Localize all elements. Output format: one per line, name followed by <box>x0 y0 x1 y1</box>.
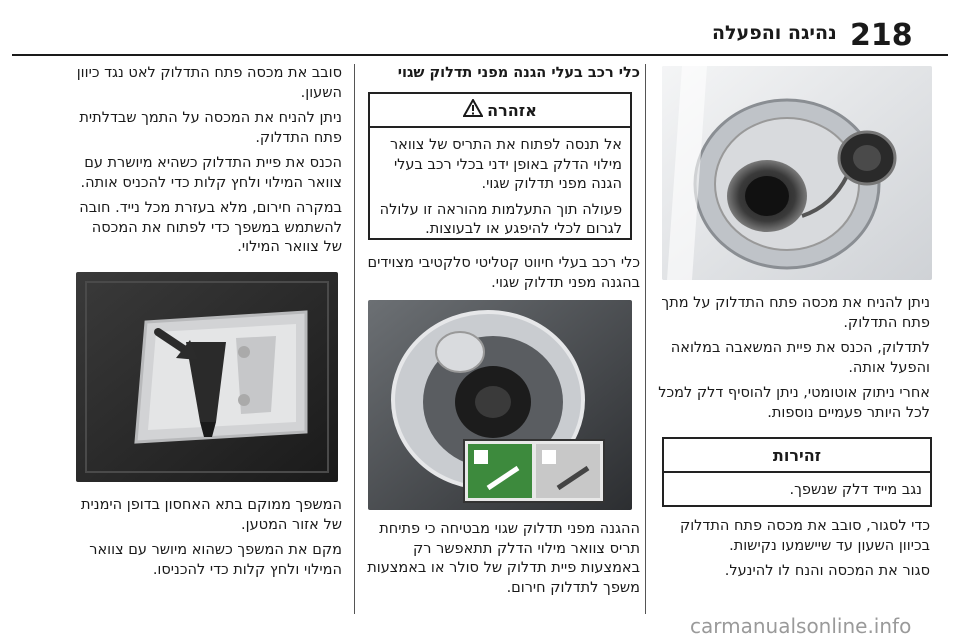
warning-box-body <box>370 128 630 254</box>
page-header <box>0 0 960 56</box>
middle-column-below-image <box>365 520 640 604</box>
page-number: 218 <box>850 18 913 53</box>
paragraph: כלי רכב בעלי חיווט קטליטי סלקטיבי מצוידים בהגנה מפני תדלוק שגוי. <box>367 255 640 291</box>
misfuel-inhibitor-illustration <box>368 300 632 510</box>
column-divider-right <box>645 64 646 614</box>
paragraph: פעולה תוך התעלמות מהוראה זו עלולה לגרום לכלי להיפגע או לבעוצות. <box>379 201 622 237</box>
warning-triangle-icon <box>463 99 483 121</box>
column-divider-left <box>354 64 355 614</box>
paragraph: ניתן להניח את מכסה פתח התדלוק על מתך פתח התדלוק. <box>661 295 930 331</box>
header-rule <box>12 54 948 56</box>
fuel-cap-illustration <box>662 66 932 280</box>
paragraph: כדי לסגור, סובב את מכסה פתח התדלוק בכיוון השעון עד שיישמעו נקישות. <box>679 518 930 554</box>
warning-box-header <box>370 94 630 128</box>
watermark: carmanualsonline.info <box>690 614 912 638</box>
paragraph: הכנס את פיית התדלוק כשהיא מיושרת עם צוואר המילוי ולחץ קלות כדי להכניס אותה. <box>80 155 342 191</box>
paragraph: המשפך ממוקם בתא האחסון בדופן הימנית של אזור המטען. <box>81 497 342 533</box>
misfuel-protection-heading: כלי רכב בעלי הגנה מפני תדלוק שגוי <box>397 65 640 81</box>
caution-box-body: נגב מייד דלק שנשפך. <box>789 482 922 498</box>
paragraph: סובב את מכסה פתח התדלוק לאט נגד כיוון השעון. <box>76 65 342 101</box>
misfuel-inhibitor-photo <box>368 300 632 510</box>
warning-box-title: אזהרה <box>487 100 537 120</box>
funnel-storage-photo <box>76 272 338 482</box>
paragraph: סגור את המכסה והנח לו להינעל. <box>724 563 930 579</box>
caution-box <box>662 437 932 507</box>
section-title: נהיגה והפעלה <box>712 22 837 44</box>
paragraph: אל תנסה לפתוח את התריס של צוואר מילוי הדלק באופן ידני בכלי רכב בעלי הגנה מפני תדלוק שגוי. <box>389 137 622 192</box>
right-column-text-after <box>650 517 930 588</box>
middle-column-intro <box>365 254 640 299</box>
paragraph: ניתן להניח את המכסה על התמך שבדלתית פתח התדלוק. <box>79 110 342 146</box>
fuel-cap-hanging-photo <box>662 66 932 280</box>
paragraph: מקם את המשפך כשהוא מיושר עם צוואר המילוי ולחץ קלות כדי להכניסו. <box>89 542 342 578</box>
paragraph: לתדלוק, הכנס את פיית המשאבה במלואה והפעל אותה. <box>670 340 930 376</box>
funnel-storage-illustration <box>76 272 338 482</box>
left-column-bottom-text <box>74 496 342 586</box>
paragraph: אחרי ניתוק אוטומטי, ניתן להוסיף דלק למכל לכל היותר פעמיים נוספות. <box>658 385 930 421</box>
caution-box-title: זהירות <box>664 439 930 473</box>
paragraph: במקרה חירום, מלא בעזרת מכל נייד. חובה להשתמש במשפך כדי לפתוח את המכסה של צוואר המילוי. <box>79 200 342 255</box>
left-column-top-text <box>74 64 342 264</box>
paragraph: ההגנה מפני תדלוק שגוי מבטיחה כי פתיחת תריס צוואר מילוי הדלק תתאפשר רק באמצעות פיית תדלוק של סולר או באמצעות משפך לתדלוק חירום. <box>367 521 640 596</box>
warning-box <box>368 92 632 240</box>
right-column-text <box>650 294 930 429</box>
